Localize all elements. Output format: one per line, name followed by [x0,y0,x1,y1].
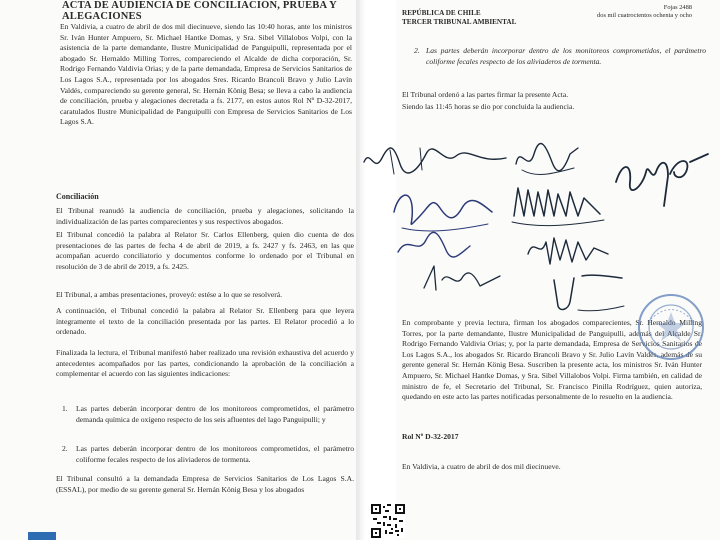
tribunal-seal-stamp-icon [636,292,706,362]
section-heading-conciliacion: Conciliación [56,192,99,201]
court-header [402,9,516,27]
paragraph-5: Finalizada la lectura, el Tribunal manifestó haber realizado una revisión exhaustiva del acuerdo y antecedentes acompañados por las partes, condicionando la aprobación de la conciliación a complementar el acuerdo con las siguientes indicaciones: [56,348,354,379]
document-title: ACTA DE AUDIENCIA DE CONCILIACIÓN, PRUEBA Y ALEGACIONES [62,0,337,22]
closing-paragraph: En comprobante y previa lectura, firman los abogados comparecientes, Sr. Hernaldo Milling Torres, por la parte demandante, Ilustre Municipalidad de Panguipulli, además del Alcalde Sr. Rodrigo Fernando Valdivia Orias; y, por la parte demandada, Empresa de Servicios Sanitarios de Los Lagos S.A., los abogados Sr. Ricardo Brancoli Bravo y Sr. Julio Lavín Valdés, además de su gerente general Sr. Hernán König Besa. Suscriben la presente acta, los ministros Sr. Iván Hunter Ampuero, Sr. Michael Hantke Domas, y Sra. Sibel Villalobos Volpi. Firma también, en calidad de ministro de fe, el Secretario del Tribunal, Sr. Francisco Pinilla Rodríguez, quien autoriza, quedando en este acto las partes notificadas personalmente de lo resuelto en la audiencia. [402,318,702,402]
page-gutter-shadow [356,0,366,540]
paragraph-6: El Tribunal consultó a la demandada Empresa de Servicios Sanitarios de Los Lagos S.A. (ESSAL), por medio de su gerente general Sr. Hernán König Besa y los abogados [56,474,354,494]
signature-9-icon [548,266,628,316]
qr-code-icon [371,504,405,538]
right-item-2-number: 2. [414,46,420,55]
item-2: Las partes deberán incorporar dentro de los monitoreos comprometidos, el parámetro coliforme fecales respecto de los aliviaderos de tormenta. [76,444,354,464]
item-1: Las partes deberán incorporar dentro de los monitoreos comprometidos, el parámetro demanda química de oxígeno respecto de los seis afluentes del lago Panguipulli; y [76,404,354,424]
folio-number: Fojas 2488 [663,4,692,11]
paragraph-2: El Tribunal concedió la palabra al Relator Sr. Carlos Ellenberg, quien dio cuenta de dos presentaciones de las partes de fecha 4 de abril de 2019, a fs. 2427 y fs. 2463, en las que acompañan acuerdo conciliatorio y documentos conforme lo ordenado por el Tribunal en resolución de 3 de abril de 2019, a fs. 2425. [56,230,354,271]
right-paragraph-1: El Tribunal ordenó a las partes firmar la presente Acta. [402,90,569,99]
item-1-number: 1. [62,404,68,413]
case-rol: Rol Nº D-32-2017 [402,432,459,441]
signature-7-icon [522,224,612,270]
blue-corner-tab [28,532,56,540]
folio-words: dos mil cuatrocientos ochenta y ocho [597,12,692,19]
paragraph-4: A continuación, el Tribunal concedió la palabra al Relator Sr. Ellenberg para que leyera íntegramente el texto de la conciliación presentada por las partes. El Relator procedió a lo ordenado. [56,306,354,337]
signature-8-icon [416,260,506,296]
signature-3-icon [612,142,712,212]
folio-stamp [597,4,692,20]
court-header-tribunal: TERCER TRIBUNAL AMBIENTAL [402,18,517,26]
paragraph-1: El Tribunal reanudó la audiencia de conciliación, prueba y alegaciones, solicitando la individualización de las partes comparecientes y sus respectivos abogados. [56,206,354,226]
right-paragraph-2: Siendo las 11:45 horas se dio por concluida la audiencia. [402,102,575,111]
court-header-country: REPÚBLICA DE CHILE [402,9,481,17]
signature-1-icon [360,140,510,180]
signature-6-icon [394,226,474,262]
opening-paragraph: En Valdivia, a cuatro de abril de dos mil diecinueve, siendo las 10:40 horas, ante los ministros Sr. Iván Hunter Ampuero, Sr. Michael Hantke Domas, y Sra. Sibel Villalobos Volpi, con la asistencia de la parte demandante, Ilustre Municipalidad de Panguipulli, representada por el abogado Sr. Hernaldo Milling Torres, compareciendo el Alcalde de dicha corporación, Sr. Rodrigo Fernando Valdivia Orias; y de la parte demandada, Empresa de Servicios Sanitarios de Los Lagos S.A., representada por los abogados Sres. Ricardo Brancoli Bravo y Julio Lavín Valdés, compareciendo su gerente general, Sr. Hernán König Besa; se lleva a cabo la audiencia de conciliación, prueba y alegaciones decretada a fs. 2177, en estos autos Rol Nº D-32-2017, caratulados Ilustre Municipalidad de Panguipulli con Empresa de Servicios Sanitarios de Los Lagos S.A. [60,22,352,127]
paragraph-3: El Tribunal, a ambas presentaciones, proveyó: estése a lo que se resolverá. [56,290,283,299]
item-2-number: 2. [62,444,68,453]
dateline: En Valdivia, a cuatro de abril de dos mil diecinueve. [402,462,561,471]
right-item-2: Las partes deberán incorporar dentro de los monitoreos comprometidos, el parámetro coliforme fecales respecto de los aliviaderos de tormenta. [426,46,706,66]
